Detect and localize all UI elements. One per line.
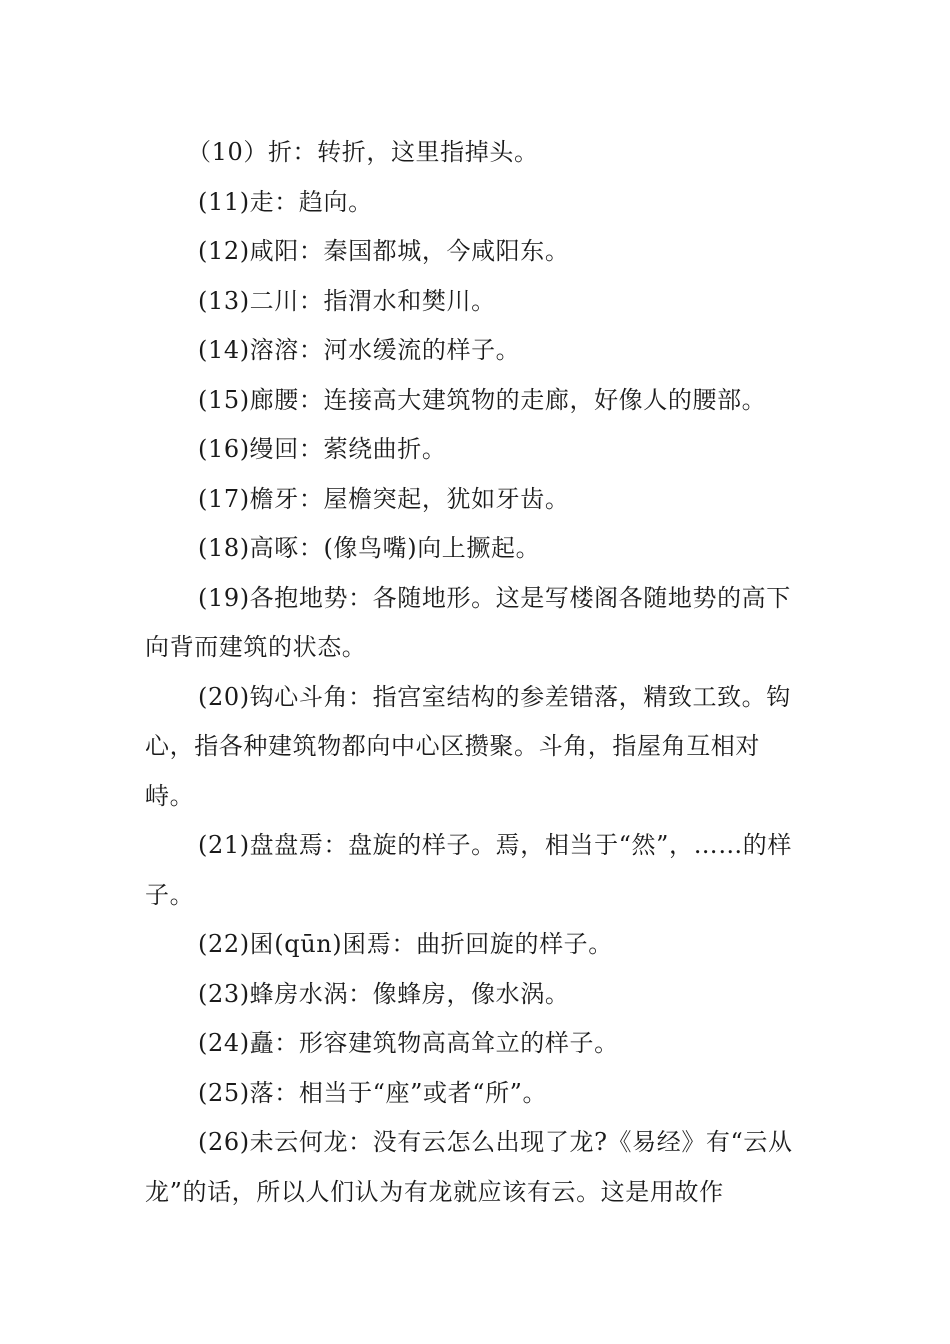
annotation-item: (15)廊腰：连接高大建筑物的走廊，好像人的腰部。 [198,385,767,414]
annotation-item: (24)矗：形容建筑物高高耸立的样子。 [198,1029,619,1057]
annotation-item: (26)未云何龙：没有云怎么出现了龙?《易经》有“云从龙”的话，所以人们认为有龙就应该有云。这是用故作 [145,1128,793,1206]
annotation-item: （10）折：转折，这里指掉头。 [187,138,539,166]
annotation-item: (16)缦回：萦绕曲折。 [198,435,447,463]
annotation-item: (17)檐牙：屋檐突起，犹如牙齿。 [198,484,570,513]
annotation-item: (23)蜂房水涡：像蜂房，像水涡。 [198,979,570,1008]
annotation-item: (18)高啄：(像鸟嘴)向上撅起。 [198,534,541,562]
annotation-list [145,128,807,1217]
annotation-item: (20)钩心斗角：指宫室结构的参差错落，精致工致。钩心，指各种建筑物都向中心区攒聚。斗角，指屋角互相对峙。 [145,682,791,810]
annotation-item: (14)溶溶：河水缓流的样子。 [198,336,521,364]
annotation-item: (11)走：趋向。 [198,187,373,216]
annotation-item: (12)咸阳：秦国都城，今咸阳东。 [198,237,570,265]
annotation-item: (19)各抱地势：各随地形。这是写楼阁各随地势的高下向背而建筑的状态。 [145,583,791,661]
annotation-item: (25)落：相当于“座”或者“所”。 [198,1078,548,1107]
annotation-item: (21)盘盘焉：盘旋的样子。焉，相当于“然”，……的样子。 [145,831,793,909]
annotation-item: (22)囷(qūn)囷焉：曲折回旋的样子。 [198,930,613,958]
annotation-item: (13)二川：指渭水和樊川。 [198,286,496,315]
